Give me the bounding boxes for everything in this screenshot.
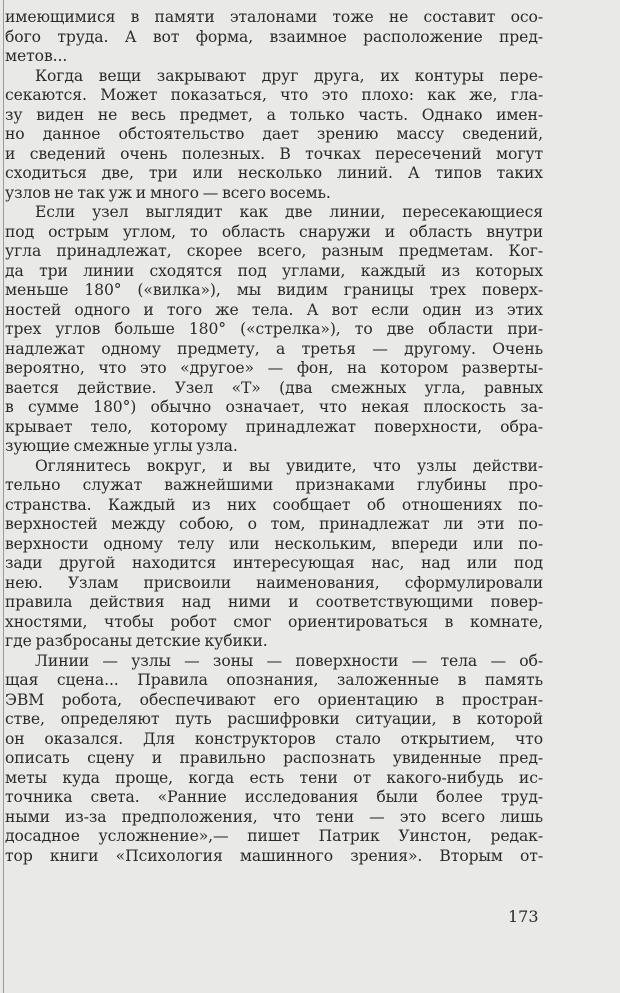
text-line: но данное обстоятельство дает зрению массу сведений, [5, 125, 543, 143]
text-line: нею. Узлам присвоили наименования, сформулировали [5, 573, 543, 592]
text-line: вероятно, что это «другое» — фон, на котором разверты- [5, 359, 543, 377]
text-line: трех углов больше 180° («стрелка»), то две области при- [5, 320, 543, 338]
text-line: хностями, чтобы робот смог ориентироваться в комнате, [5, 612, 543, 631]
text-line: точника света. «Ранние исследования были более труд- [5, 788, 543, 806]
text-line: странства. Каждый из них сообщает об отношениях по- [5, 495, 543, 514]
text-line: где разбросаны детские кубики. [5, 632, 268, 650]
text-line: зу виден не весь предмет, а только часть. Однако имен- [5, 105, 543, 124]
text-line: он оказался. Для конструкторов стало открытием, что [5, 729, 543, 748]
text-line: Линии — узлы — зоны — поверхности — тела — об- [35, 651, 543, 670]
page-number: 173 [508, 907, 539, 926]
text-line: Если узел выглядит как две линии, пересекающиеся [35, 203, 543, 221]
text-line: досадное усложнение»,— пишет Патрик Уинстон, редак- [5, 827, 543, 845]
text-line: узлов не так уж и много — всего восемь. [5, 183, 331, 202]
text-line: меньше 180° («вилка»), мы видим границы трех поверх- [5, 281, 543, 299]
text-line: щая сцена... Правила опознания, заложенные в память [5, 671, 543, 689]
text-line: правила действия над ними и соответствующими повер- [5, 593, 543, 611]
text-line: сходиться две, три или несколько линий. А типов таких [5, 164, 543, 182]
text-line: зади другой находится интересующая нас, над или под [5, 554, 543, 572]
text-line: имеющимися в памяти эталонами тоже не составит осо- [5, 8, 543, 26]
text-line: описать сцену и правильно распознать увиденные пред- [5, 749, 543, 767]
text-line: верхностей между собою, о том, принадлежат ли эти по- [5, 515, 543, 533]
text-line: крывает тело, которому принадлежат поверхности, обра- [5, 417, 543, 436]
text-line: метов... [5, 47, 68, 65]
text-line: тор книги «Психология машинного зрения». Вторым от- [5, 846, 543, 865]
text-line: Оглянитесь вокруг, и вы увидите, что узлы действи- [35, 456, 543, 475]
text-line: тельно служат важнейшими признаками глубины про- [5, 476, 543, 494]
text-line: бого труда. А вот форма, взаимное расположение пред- [5, 27, 543, 46]
book-page-text [5, 8, 543, 866]
page-binding-edge [3, 0, 4, 993]
text-line: ными из-за предположения, что тени — это всего лишь [5, 807, 543, 826]
text-line: стве, определяют путь расшифровки ситуации, в которой [5, 710, 543, 728]
text-line: вается действие. Узел «Т» (два смежных угла, равных [5, 378, 543, 397]
text-line: угла принадлежат, скорее всего, разным предметам. Ког- [5, 242, 543, 260]
text-line: под острым углом, то область снаружи и область внутри [5, 222, 543, 241]
text-line: ностей одного и того же тела. А вот если один из этих [5, 300, 543, 319]
text-line: Когда вещи закрывают друг друга, их контуры пере- [35, 66, 543, 85]
text-line: надлежат одному предмету, а третья — другому. Очень [5, 339, 543, 358]
text-line: да три линии сходятся под углами, каждый из которых [5, 261, 543, 280]
text-line: зующие смежные углы узла. [5, 437, 238, 455]
text-line: секаются. Может показаться, что это плохо: как же, гла- [5, 86, 543, 104]
text-line: и сведений очень полезных. В точках пересечений могут [5, 144, 543, 163]
text-line: в сумме 180°) обычно означает, что некая плоскость за- [5, 398, 543, 416]
text-line: ЭВМ робота, обеспечивают его ориентацию в простран- [5, 690, 543, 709]
text-line: меты куда проще, когда есть тени от какого-нибудь ис- [5, 768, 543, 787]
text-line: верхности одному телу или нескольким, впереди или по- [5, 534, 543, 553]
